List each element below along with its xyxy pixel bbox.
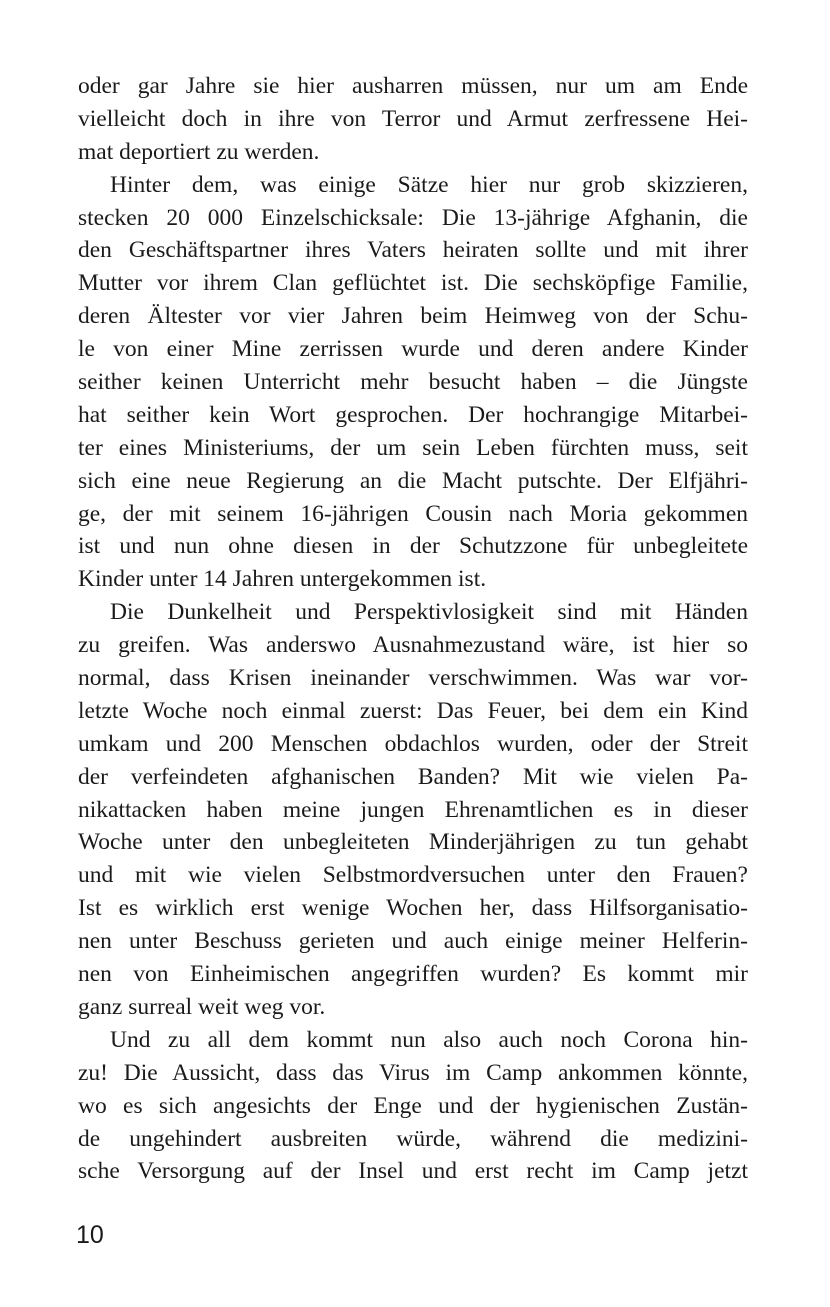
text-line: vielleicht doch in ihre von Terror und Armut zerfressene Hei- — [78, 105, 748, 132]
paragraph-4 — [78, 1024, 748, 1188]
text-line: de ungehindert ausbreiten würde, während die medizini- — [78, 1125, 748, 1152]
body-text — [78, 70, 748, 1188]
text-line: nen von Einheimischen angegriffen wurden? Es kommt mir — [78, 961, 748, 988]
text-line: Und zu all dem kommt nun also auch noch Corona hin- — [110, 1026, 748, 1053]
text-line: Mutter vor ihrem Clan geflüchtet ist. Die sechsköpfige Familie, — [78, 270, 748, 297]
text-line: den Geschäftspartner ihres Vaters heiraten sollte und mit ihrer — [78, 237, 748, 264]
text-line: mat deportiert zu werden. — [78, 138, 320, 165]
text-line: ge, der mit seinem 16-jährigen Cousin nach Moria gekommen — [78, 500, 748, 527]
text-line: sche Versorgung auf der Insel und erst recht im Camp jetzt — [78, 1158, 748, 1185]
text-line: ter eines Ministeriums, der um sein Leben fürchten muss, seit — [78, 434, 748, 461]
text-line: Ist es wirklich erst wenige Wochen her, dass Hilfsorganisatio- — [78, 895, 748, 922]
text-line: normal, dass Krisen ineinander verschwimmen. Was war vor- — [78, 665, 748, 692]
text-line: le von einer Mine zerrissen wurde und deren andere Kinder — [78, 336, 748, 363]
text-line: Hinter dem, was einige Sätze hier nur grob skizzieren, — [110, 171, 748, 198]
text-line: Die Dunkelheit und Perspektivlosigkeit sind mit Händen — [110, 599, 748, 626]
text-line: der verfeindeten afghanischen Banden? Mit wie vielen Pa- — [78, 763, 748, 790]
text-line: seither keinen Unterricht mehr besucht haben – die Jüngste — [78, 369, 748, 396]
text-line: hat seither kein Wort gesprochen. Der hochrangige Mitarbei- — [78, 401, 748, 428]
text-line: umkam und 200 Menschen obdachlos wurden, oder der Streit — [78, 730, 748, 757]
text-line: ist und nun ohne diesen in der Schutzzone für unbegleitete — [78, 533, 748, 560]
page-number: 10 — [76, 1221, 104, 1249]
text-line: und mit wie vielen Selbstmordversuchen unter den Frauen? — [78, 862, 748, 889]
paragraph-1 — [78, 70, 748, 169]
text-line: zu greifen. Was anderswo Ausnahmezustand wäre, ist hier so — [78, 632, 748, 659]
text-line: nen unter Beschuss gerieten und auch einige meiner Helferin- — [78, 928, 748, 955]
text-line: Kinder unter 14 Jahren untergekommen ist. — [78, 566, 487, 593]
paragraph-3 — [78, 596, 748, 1024]
text-line: oder gar Jahre sie hier ausharren müssen, nur um am Ende — [78, 73, 748, 99]
text-line: stecken 20 000 Einzelschicksale: Die 13-jährige Afghanin, die — [78, 204, 748, 231]
text-line: deren Ältester vor vier Jahren beim Heimweg von der Schu- — [78, 303, 748, 330]
text-line: letzte Woche noch einmal zuerst: Das Feuer, bei dem ein Kind — [78, 697, 748, 724]
text-line: ganz surreal weit weg vor. — [78, 993, 326, 1020]
text-line: Woche unter den unbegleiteten Minderjährigen zu tun gehabt — [78, 829, 748, 856]
text-line: nikattacken haben meine jungen Ehrenamtlichen es in dieser — [78, 796, 748, 823]
text-line: sich eine neue Regierung an die Macht putschte. Der Elfjähri- — [78, 467, 748, 494]
text-line: zu! Die Aussicht, dass das Virus im Camp ankommen könnte, — [78, 1059, 748, 1086]
paragraph-2 — [78, 169, 748, 597]
text-line: wo es sich angesichts der Enge und der hygienischen Zustän- — [78, 1092, 748, 1119]
